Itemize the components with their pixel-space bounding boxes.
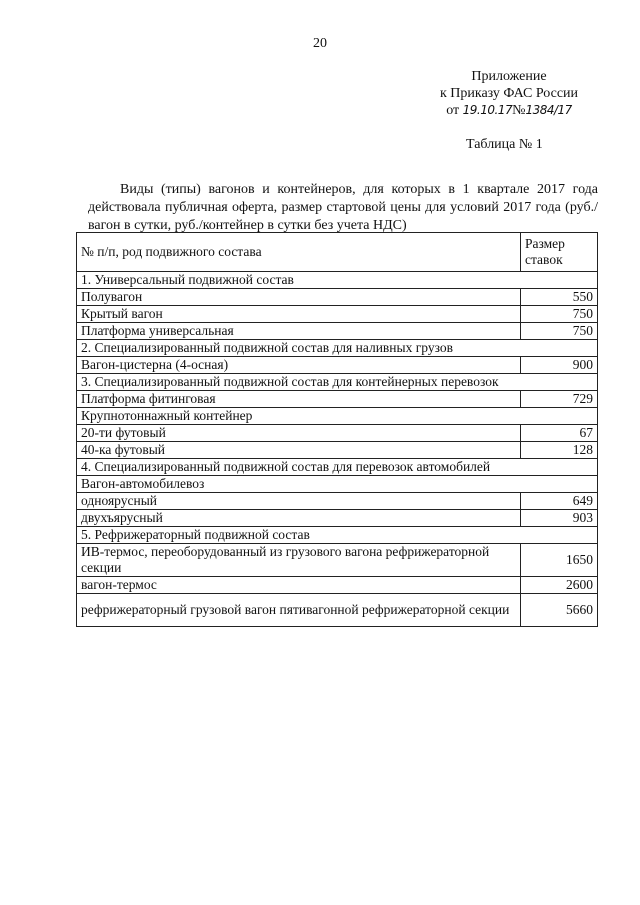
type-cell: Платформа фитинговая bbox=[77, 391, 521, 408]
table-row bbox=[77, 306, 598, 323]
section-label-cell: 4. Специализированный подвижной состав для перевозок автомобилей bbox=[77, 459, 598, 476]
number-prefix: № bbox=[512, 103, 526, 118]
type-cell: Вагон-цистерна (4-осная) bbox=[77, 357, 521, 374]
table-row bbox=[77, 594, 598, 627]
table-row bbox=[77, 357, 598, 374]
rate-cell: 5660 bbox=[521, 594, 598, 627]
section-row bbox=[77, 527, 598, 544]
type-cell: рефрижераторный грузовой вагон пятивагонной рефрижераторной секции bbox=[77, 594, 521, 627]
rate-cell: 750 bbox=[521, 306, 598, 323]
rate-cell: 128 bbox=[521, 442, 598, 459]
section-row bbox=[77, 408, 598, 425]
type-cell: Крытый вагон bbox=[77, 306, 521, 323]
intro-paragraph bbox=[88, 181, 598, 235]
appendix-date-number bbox=[414, 102, 604, 119]
intro-text: Виды (типы) вагонов и контейнеров, для которых в 1 квартале 2017 года действовала публичная оферта, размер стартовой цены для условий 2017 года (руб./вагон в сутки, руб./контейнер в сутки без учета НДС) bbox=[88, 182, 598, 233]
rates-table-body bbox=[77, 233, 598, 627]
table-row bbox=[77, 577, 598, 594]
table-row bbox=[77, 289, 598, 306]
table-row bbox=[77, 425, 598, 442]
type-cell: вагон-термос bbox=[77, 577, 521, 594]
rate-cell: 900 bbox=[521, 357, 598, 374]
section-row bbox=[77, 374, 598, 391]
section-row bbox=[77, 476, 598, 493]
type-cell: 20-ти футовый bbox=[77, 425, 521, 442]
type-cell: двухъярусный bbox=[77, 510, 521, 527]
rate-cell: 649 bbox=[521, 493, 598, 510]
type-cell: Полувагон bbox=[77, 289, 521, 306]
appendix-order-reference: к Приказу ФАС России bbox=[439, 86, 579, 101]
table-row bbox=[77, 510, 598, 527]
rates-table bbox=[76, 232, 598, 627]
section-label-cell: 2. Специализированный подвижной состав для наливных грузов bbox=[77, 340, 598, 357]
type-cell: ИВ-термос, переоборудованный из грузового вагона рефрижераторной секции bbox=[77, 544, 521, 577]
type-cell: одноярусный bbox=[77, 493, 521, 510]
type-cell: 40-ка футовый bbox=[77, 442, 521, 459]
section-row bbox=[77, 459, 598, 476]
rate-cell: 903 bbox=[521, 510, 598, 527]
table-row bbox=[77, 493, 598, 510]
section-label-cell: 5. Рефрижераторный подвижной состав bbox=[77, 527, 598, 544]
section-label-cell: Крупнотоннажный контейнер bbox=[77, 408, 598, 425]
rate-cell: 67 bbox=[521, 425, 598, 442]
table-row bbox=[77, 442, 598, 459]
type-cell: Платформа универсальная bbox=[77, 323, 521, 340]
table-row bbox=[77, 391, 598, 408]
date-prefix: от bbox=[446, 103, 460, 118]
table-row bbox=[77, 323, 598, 340]
appendix-block bbox=[414, 68, 604, 119]
section-row bbox=[77, 340, 598, 357]
rate-cell: 729 bbox=[521, 391, 598, 408]
section-label-cell: 3. Специализированный подвижной состав для контейнерных перевозок bbox=[77, 374, 598, 391]
handwritten-order-number: 1384/17 bbox=[525, 103, 572, 117]
table-header-row bbox=[77, 233, 598, 272]
rate-cell: 750 bbox=[521, 323, 598, 340]
page-number: 20 bbox=[313, 36, 327, 51]
section-label-cell: 1. Универсальный подвижной состав bbox=[77, 272, 598, 289]
rate-cell: 2600 bbox=[521, 577, 598, 594]
section-label-cell: Вагон-автомобилевоз bbox=[77, 476, 598, 493]
rate-cell: 1650 bbox=[521, 544, 598, 577]
appendix-title: Приложение bbox=[471, 69, 547, 84]
section-row bbox=[77, 272, 598, 289]
header-type-cell: № п/п, род подвижного состава bbox=[77, 233, 521, 272]
rate-cell: 550 bbox=[521, 289, 598, 306]
handwritten-date: 19.10.17 bbox=[462, 103, 513, 117]
table-row bbox=[77, 544, 598, 577]
header-rate-cell: Размер ставок bbox=[521, 233, 598, 272]
table-label: Таблица № 1 bbox=[466, 137, 543, 152]
